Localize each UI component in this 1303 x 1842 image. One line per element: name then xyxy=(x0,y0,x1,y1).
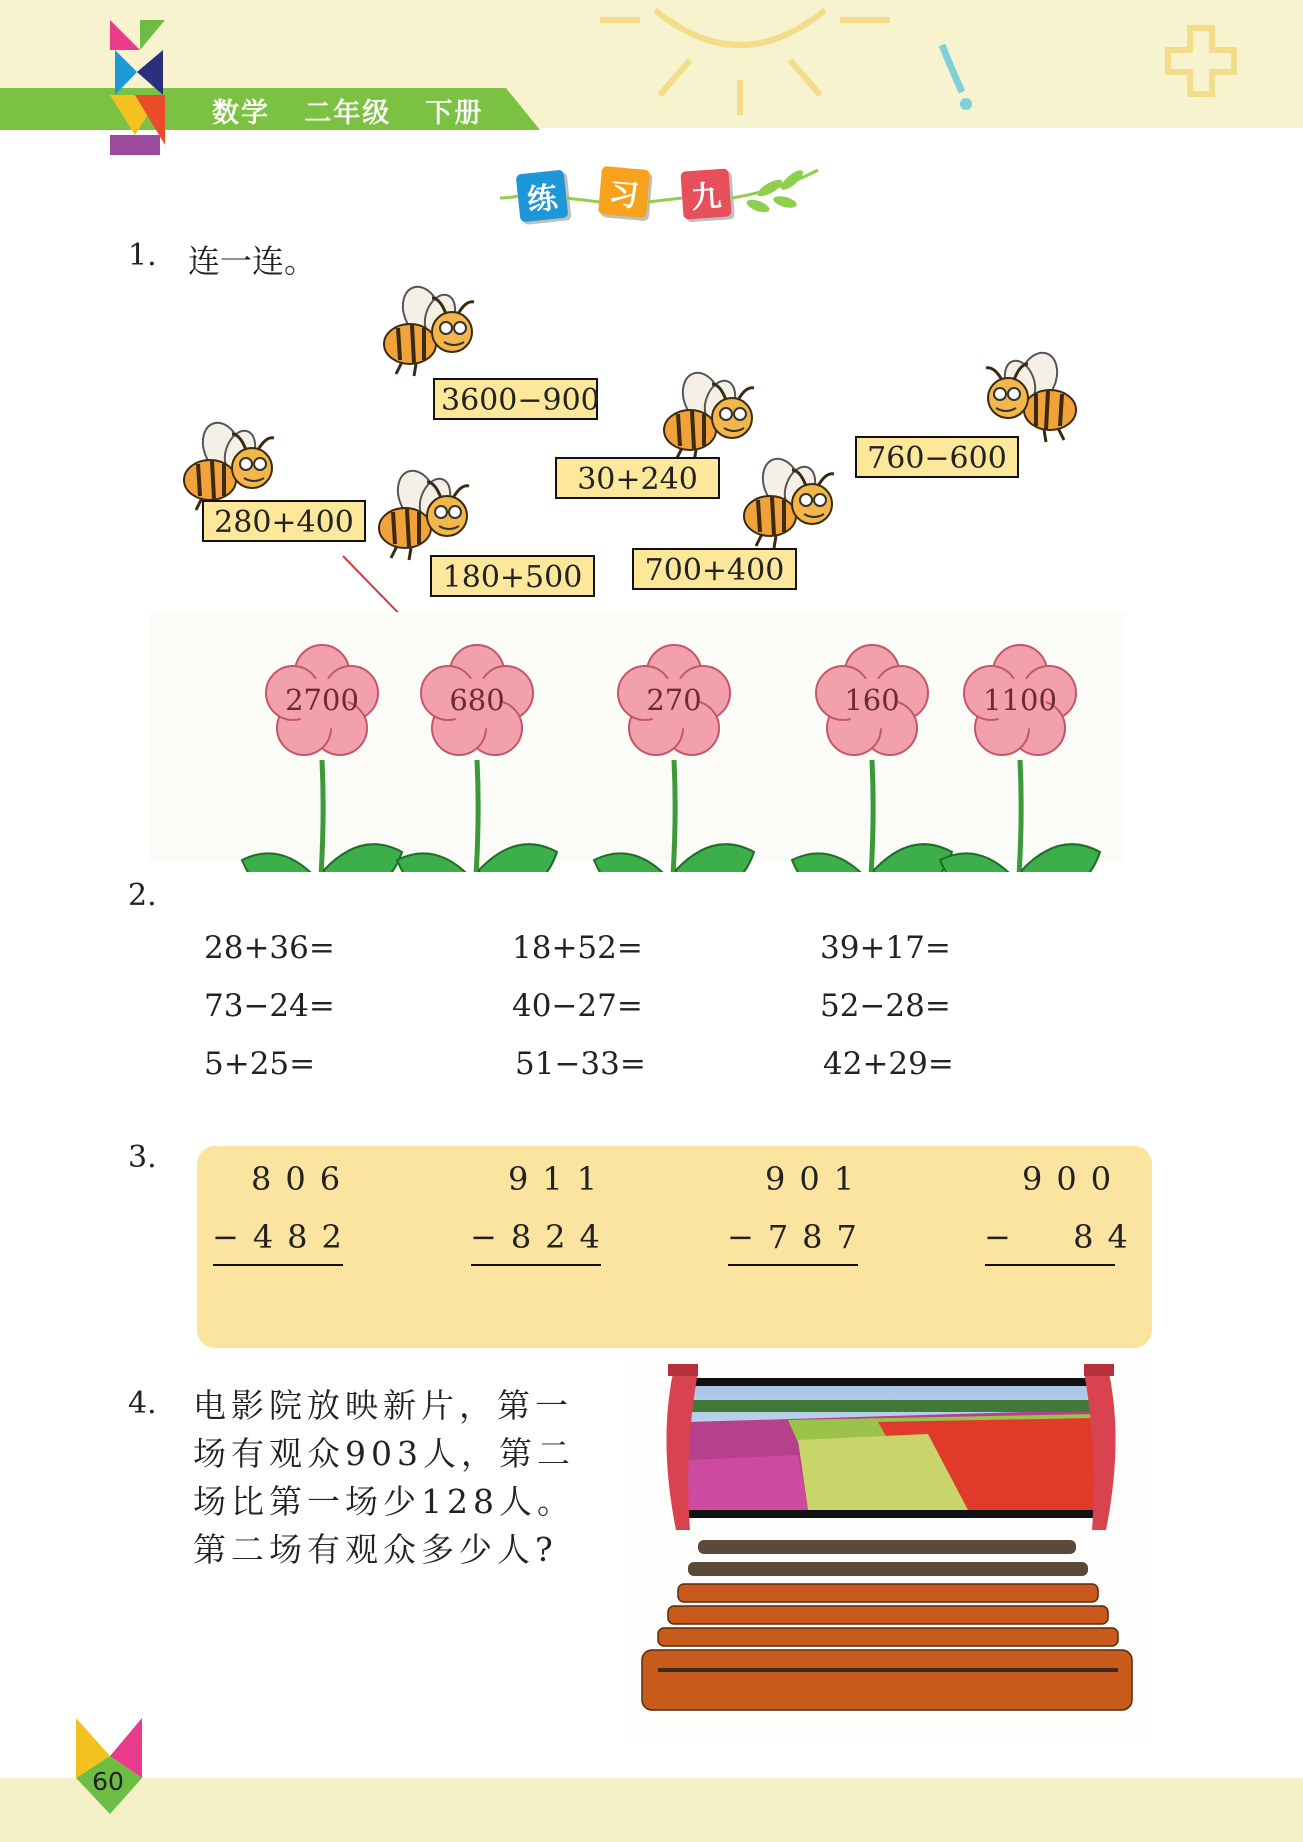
calc-item[interactable]: 5+25= xyxy=(204,1046,316,1082)
word-problem-line: 第二场有观众多少人? xyxy=(193,1530,558,1569)
q1-instruction: 连一连。 xyxy=(188,242,317,280)
q4-number: 4. xyxy=(128,1386,157,1421)
calc-item[interactable]: 51−33= xyxy=(515,1046,646,1082)
minuend: 900 xyxy=(1022,1160,1126,1198)
flowers-layer xyxy=(150,612,1125,872)
header-title: 数学 二年级 下册 xyxy=(212,98,484,129)
page-number: 60 xyxy=(92,1767,124,1796)
title-char-1: 练 xyxy=(516,170,569,223)
q3-number: 3. xyxy=(128,1140,157,1175)
subtrahend: −482 xyxy=(212,1218,356,1256)
minuend: 901 xyxy=(765,1160,869,1198)
subtrahend: −824 xyxy=(470,1218,614,1256)
flower-number[interactable]: 2700 xyxy=(285,683,359,717)
answer-line[interactable] xyxy=(213,1264,343,1266)
q2-number: 2. xyxy=(128,878,157,913)
calc-item[interactable]: 40−27= xyxy=(512,988,643,1024)
minuend: 806 xyxy=(251,1160,355,1198)
calc-item[interactable]: 73−24= xyxy=(204,988,335,1024)
expression-box[interactable]: 760−600 xyxy=(855,436,1019,478)
expression-box[interactable]: 280+400 xyxy=(202,500,366,542)
expression-box[interactable]: 180+500 xyxy=(430,555,595,597)
calc-item[interactable]: 39+17= xyxy=(820,930,951,966)
calc-item[interactable]: 18+52= xyxy=(512,930,643,966)
title-char-3: 九 xyxy=(680,168,731,219)
cinema-illustration xyxy=(628,1360,1148,1740)
expression-box[interactable]: 700+400 xyxy=(632,548,797,590)
flower-number[interactable]: 160 xyxy=(844,683,900,717)
answer-line[interactable] xyxy=(985,1264,1115,1266)
subtrahend: − 84 xyxy=(984,1218,1142,1256)
flower-number[interactable]: 1100 xyxy=(983,683,1057,717)
calc-item[interactable]: 42+29= xyxy=(823,1046,954,1082)
calc-item[interactable]: 28+36= xyxy=(204,930,335,966)
expression-box[interactable]: 3600−900 xyxy=(433,378,598,420)
footer-band xyxy=(0,1778,1303,1842)
answer-line[interactable] xyxy=(471,1264,601,1266)
word-problem-line: 电影院放映新片，第一 xyxy=(193,1386,573,1425)
expression-box[interactable]: 30+240 xyxy=(555,457,720,499)
flower-number[interactable]: 680 xyxy=(449,683,505,717)
minuend: 911 xyxy=(508,1160,612,1198)
word-problem-line: 场比第一场少128人。 xyxy=(193,1482,575,1521)
flower-number[interactable]: 270 xyxy=(646,683,702,717)
answer-line[interactable] xyxy=(728,1264,858,1266)
q1-number: 1. xyxy=(128,238,157,273)
title-char-2: 习 xyxy=(598,166,650,218)
calc-item[interactable]: 52−28= xyxy=(820,988,951,1024)
page-number-badge xyxy=(72,1718,148,1814)
word-problem-line: 场有观众903人，第二 xyxy=(193,1434,575,1473)
subtrahend: −787 xyxy=(727,1218,871,1256)
